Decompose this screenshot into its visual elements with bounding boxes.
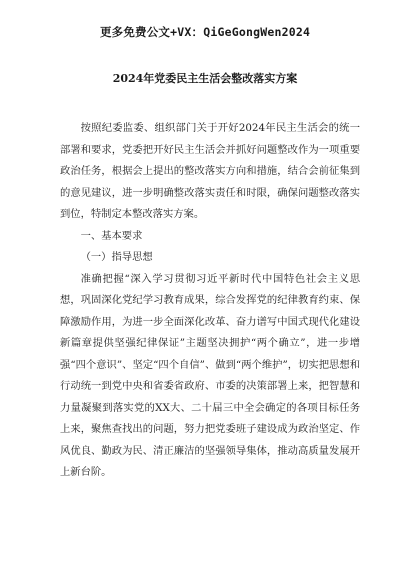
promo-header: 更多免费公文+VX：QiGeGongWen2024 [99,25,311,39]
document-body [60,118,360,484]
subsection-heading-guiding-ideology: （一）指导思想 [80,251,153,263]
section-heading-basic-requirements: 一、基本要求 [80,229,143,242]
guiding-ideology-paragraph: 准确把握“深入学习贯彻习近平新时代中国特色社会主义思想，巩固深化党纪学习教育成果，综合发挥党的纪律教育约束、保障激励作用，为进一步全面深化改革、奋力谱写中国式现代化建设新篇章提供坚强纪律保证”主题坚决拥护“两个确立”，进一步增强“四个意识”、坚定“四个自信”、做到“两个维护”，切实把思想和行动统一到党中央和省委省政府、市委的决策部署上来，把智慧和力量凝聚到落实党的XX大、二十届三中全会确定的各项目标任务上来，聚焦查找出的问题，努力把党委班子建设成为政治坚定、作风优良、勤政为民、清正廉洁的坚强领导集体，推动高质量发展开上新台阶。 [60,272,360,478]
intro-paragraph: 按照纪委监委、组织部门关于开好2024年民主生活会的统一部署和要求，党委把开好民主生活会并抓好问题整改作为一项重要政治任务，根据会上提出的整改落实方向和措施，结合会前征集到的意见建议，进一步明确整改落实责任和时限，确保问题整改落实到位，特制定本整改落实方案。 [60,122,360,220]
document-title: 2024年党委民主生活会整改落实方案 [112,72,298,85]
